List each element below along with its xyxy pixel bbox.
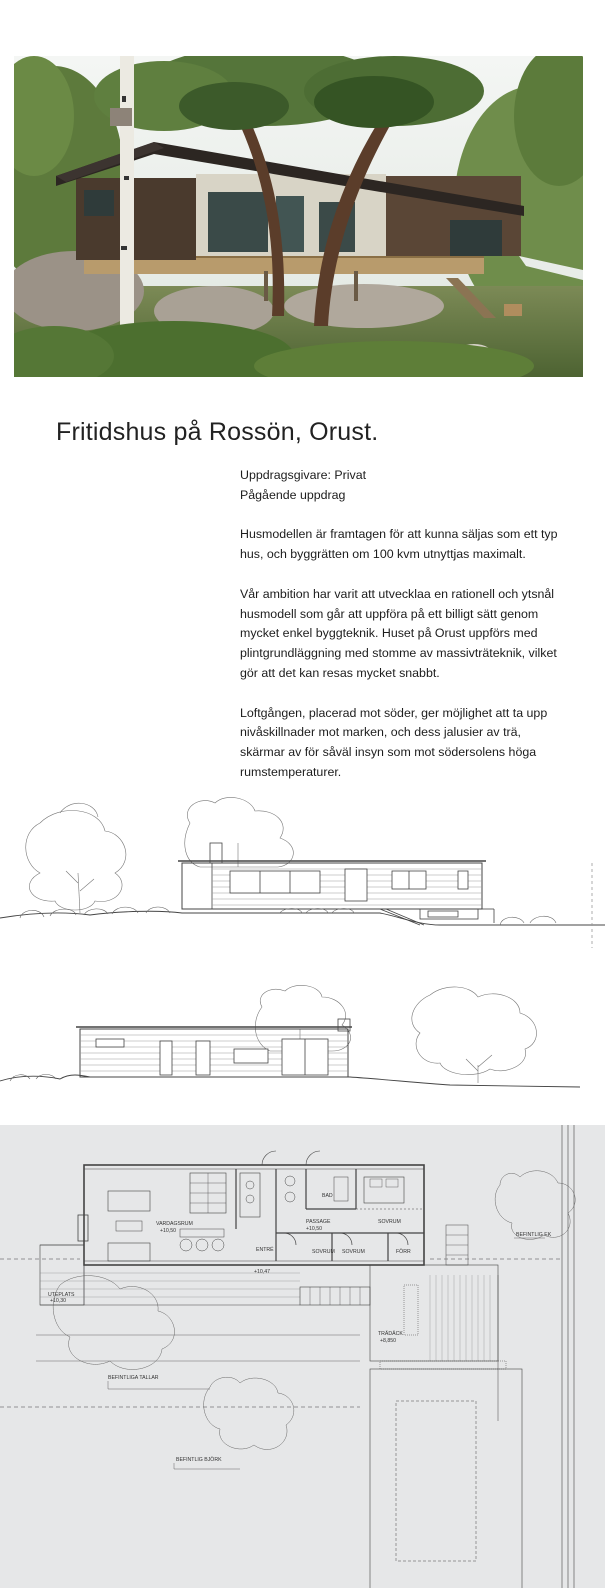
label-sovrum-big: SOVRUM [378,1219,401,1225]
floor-plan-svg [0,1125,605,1588]
project-description [240,466,560,803]
label-bjork: BEFINTLIG BJÖRK [176,1457,222,1463]
tree-middle-icon [185,797,294,867]
house-photo-illustration [14,56,583,377]
label-entre-level: +10,47 [254,1269,271,1275]
south-elevation-drawing [0,783,605,953]
label-forr: FÖRR [396,1249,411,1255]
paragraph-2: Vår ambition har varit att utvecklaa en rationell och ytsnål husmodell som går att uppföra på ett billigt sätt genom mycket enkel byggteknik. Huset på Orust uppförs med plintgrundläggning med stomme av massivträteknik, vilket gör att det kan resas mycket snabbt. [240,586,557,680]
south-elevation-svg [0,783,605,953]
client-line: Uppdragsgivare: Privat [240,468,367,482]
label-bad: BAD [322,1193,333,1199]
label-ek: BEFINTLIG EK [516,1232,552,1238]
label-sovrum-2: SOVRUM [342,1249,365,1255]
label-tradack: TRÄDÄCK [378,1331,403,1337]
label-uteplats: UTEPLATS [48,1292,75,1298]
label-tradack-level: +8,850 [380,1338,397,1344]
label-sovrum-1: SOVRUM [312,1249,335,1255]
ground-line-north [0,1075,580,1088]
ground-line [0,907,605,925]
plan-trees [53,1171,575,1450]
paragraph-1: Husmodellen är framtagen för att kunna säljas som ett typ hus, och byggrätten om 100 kvm utnyttjas maximalt. [240,527,558,562]
paragraph-3: Loftgången, placerad mot söder, ger möjlighet att ta upp nivåskillnader mot marken, och dess jalusier av trä, skärmar av för såväl insyn som mot södersolens höga rumstemperaturer. [240,705,548,779]
label-passage-level: +10,50 [306,1226,323,1232]
house-photo [14,56,583,377]
label-passage: PASSAGE [306,1219,331,1225]
label-vardagsrum: VARDAGSRUM [156,1221,193,1227]
status-line: Pågående uppdrag [240,487,346,502]
label-uteplats-level: +10,30 [50,1298,67,1304]
label-entre: ENTRÉ [256,1247,274,1253]
floor-plan-panel [0,1125,605,1588]
north-elevation-drawing [0,975,605,1095]
label-vardagsrum-level: +10,50 [160,1228,177,1234]
page-title: Fritidshus på Rossön, Orust. [56,418,379,446]
north-elevation-svg [0,975,605,1095]
house-elevation-north [76,1019,352,1077]
tree-left-icon [26,803,126,913]
tree-right-icon [412,987,537,1083]
label-tallar: BEFINTLIGA TALLAR [108,1375,159,1381]
